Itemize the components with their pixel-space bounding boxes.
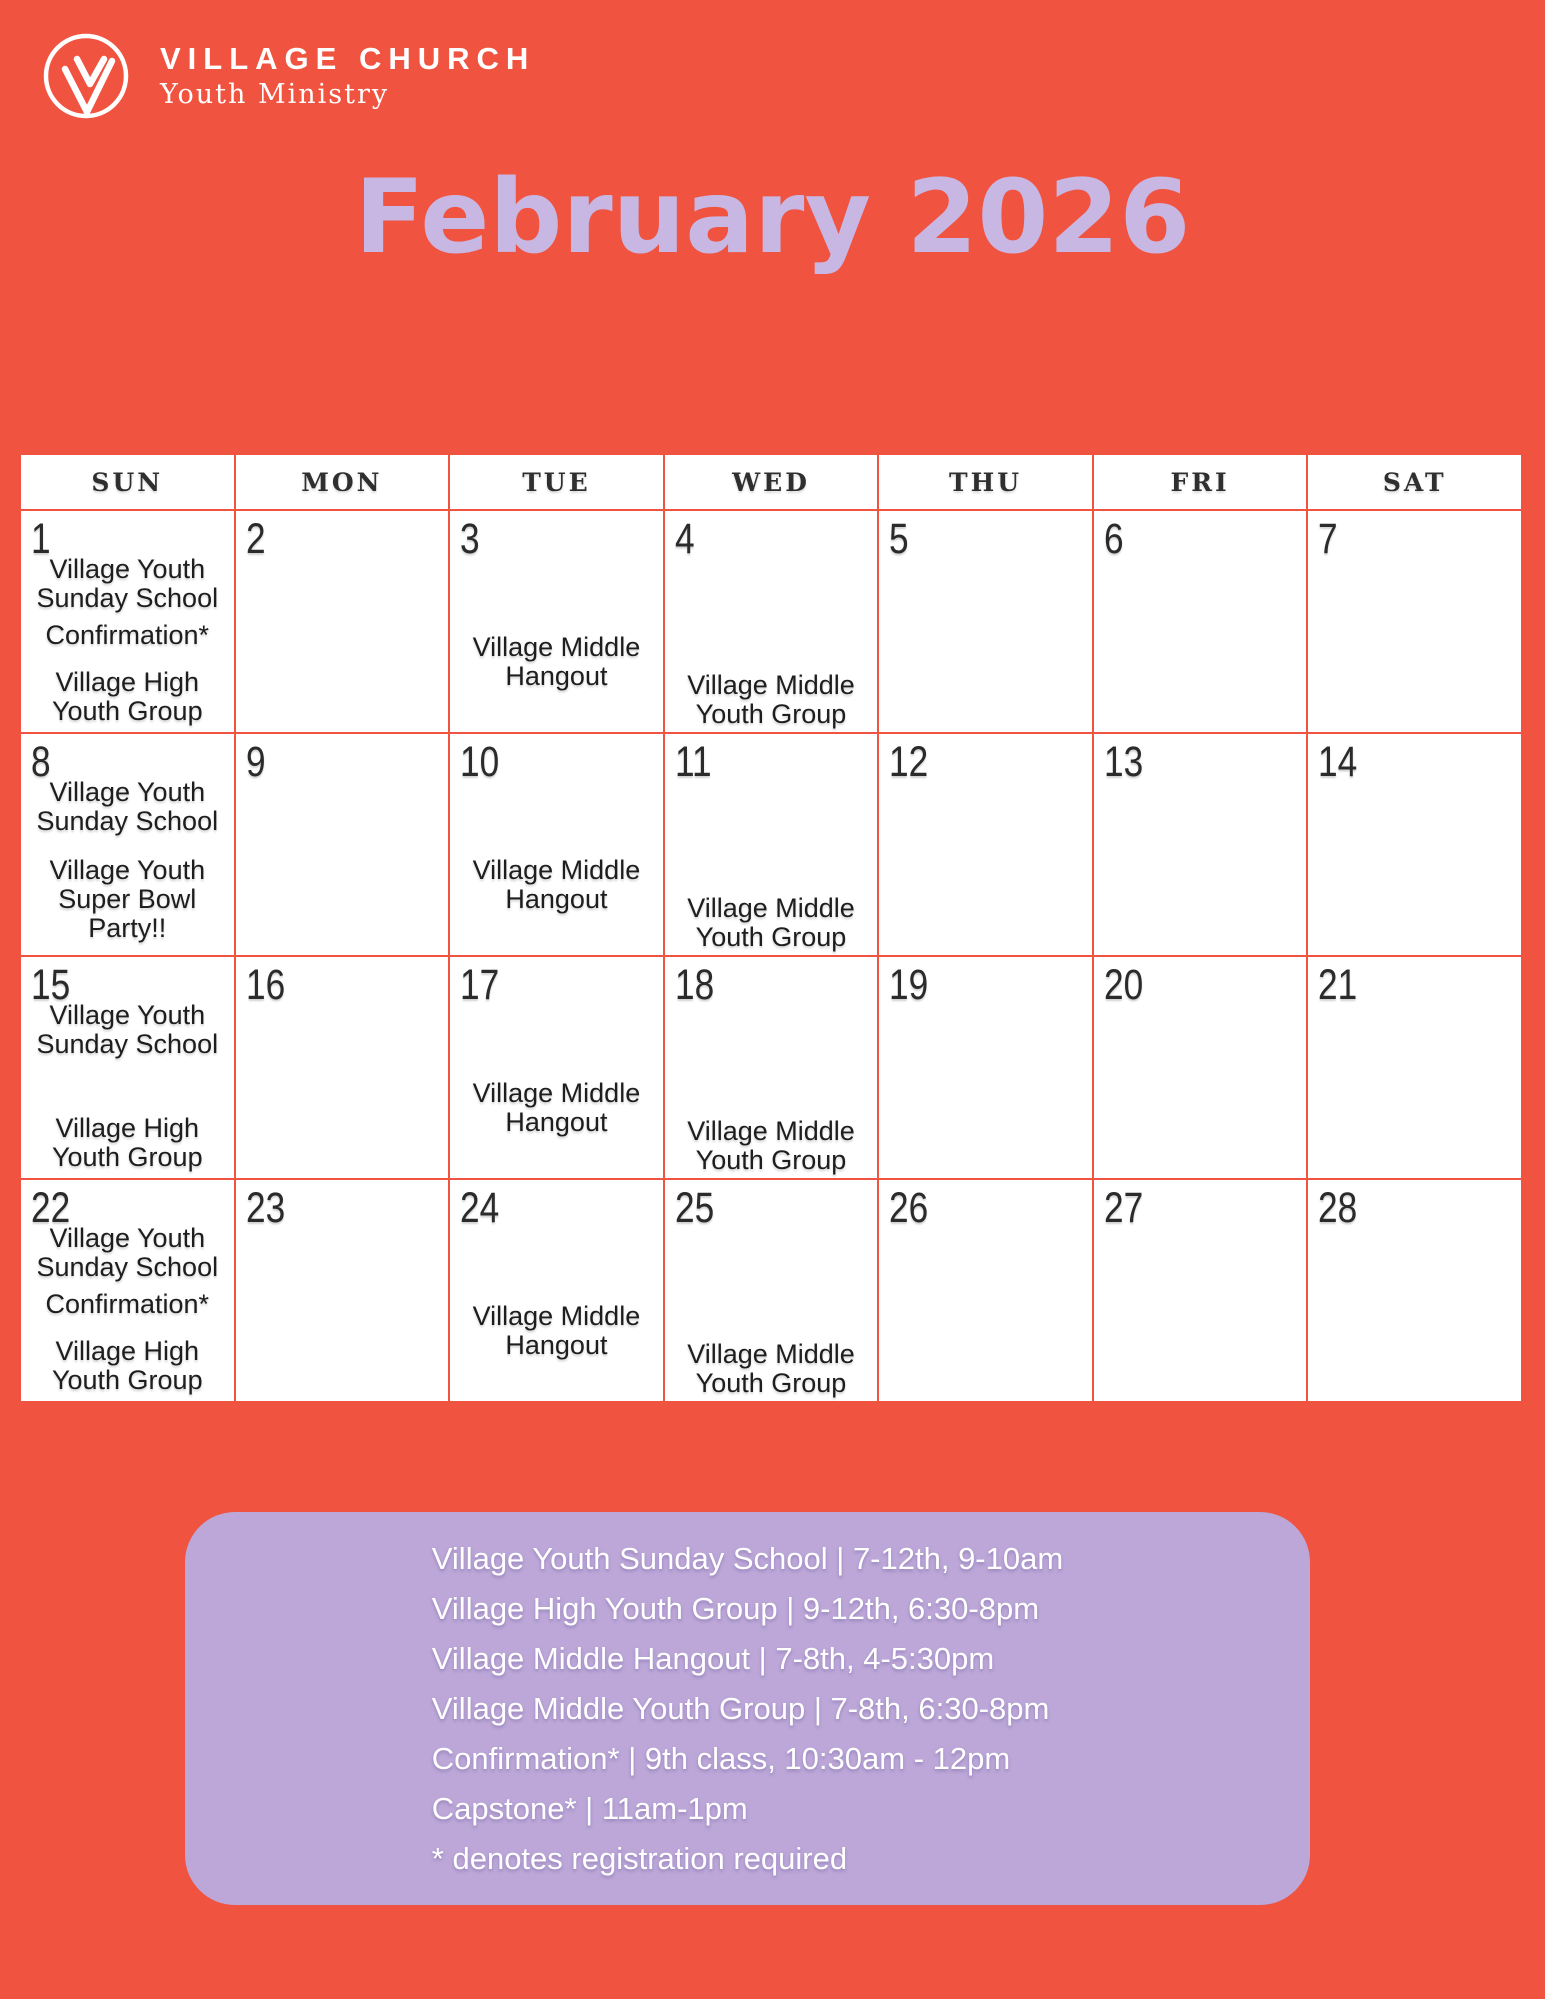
day-number: 21 [1318, 961, 1358, 1009]
day-cell-17 [450, 957, 663, 1178]
brand-header [38, 28, 535, 124]
legend-line: Confirmation* | 9th class, 10:30am - 12pm [431, 1740, 1011, 1776]
calendar-event: Confirmation* [45, 1289, 210, 1319]
legend-line: Village High Youth Group | 9-12th, 6:30-8pm [431, 1590, 1040, 1626]
day-header-thu: THU [879, 455, 1092, 509]
day-cell-9 [236, 734, 449, 955]
day-number: 5 [889, 515, 909, 563]
day-number: 22 [31, 1184, 71, 1232]
day-number: 1 [31, 515, 51, 563]
day-cell-18 [665, 957, 878, 1178]
calendar-event: Village Middle Hangout [472, 1301, 641, 1360]
day-header-sun: SUN [21, 455, 234, 509]
day-cell-25 [665, 1180, 878, 1401]
day-number: 13 [1103, 738, 1144, 786]
day-cell-27 [1094, 1180, 1307, 1401]
day-number: 14 [1318, 738, 1358, 786]
brand-name: VILLAGE CHURCH [160, 40, 536, 76]
day-number: 27 [1103, 1184, 1144, 1232]
day-number: 7 [1318, 515, 1339, 563]
day-cell-28 [1308, 1180, 1521, 1401]
legend-line: * denotes registration required [431, 1840, 848, 1876]
day-number: 3 [460, 515, 480, 563]
day-number: 9 [245, 738, 266, 786]
calendar-event: Village Youth Super Bowl Party!! [49, 855, 206, 943]
day-number: 10 [460, 738, 500, 786]
day-number: 8 [31, 738, 51, 786]
day-number: 2 [245, 515, 266, 563]
day-number: 11 [674, 738, 712, 786]
legend-line: Village Middle Youth Group | 7-8th, 6:30-8pm [431, 1690, 1050, 1726]
day-cell-21 [1308, 957, 1521, 1178]
calendar-event: Village Middle Hangout [472, 632, 641, 691]
day-cell-16 [236, 957, 449, 1178]
brand-text [160, 42, 535, 110]
calendar-event: Confirmation* [45, 620, 210, 650]
day-number: 25 [674, 1184, 714, 1232]
calendar-event: Village High Youth Group [51, 1113, 203, 1172]
day-number: 24 [460, 1184, 500, 1232]
month-title: February 2026 [354, 158, 1191, 277]
calendar-event: Village High Youth Group [51, 1336, 203, 1395]
day-number: 12 [889, 738, 929, 786]
day-cell-11 [665, 734, 878, 955]
day-cell-10 [450, 734, 663, 955]
day-cell-3 [450, 511, 663, 732]
day-number: 18 [674, 961, 714, 1009]
day-number: 26 [889, 1184, 929, 1232]
calendar-event: Village Middle Hangout [472, 855, 641, 914]
day-number: 17 [460, 961, 500, 1009]
day-cell-12 [879, 734, 1092, 955]
calendar-event: Village Youth Sunday School [36, 554, 219, 613]
calendar-grid [21, 455, 1521, 1401]
legend-box [185, 1512, 1310, 1905]
day-cell-24 [450, 1180, 663, 1401]
village-church-logo-icon [38, 28, 134, 124]
calendar-event: Village Middle Youth Group [687, 893, 855, 952]
day-cell-20 [1094, 957, 1307, 1178]
day-cell-22 [21, 1180, 234, 1401]
day-header-tue: TUE [450, 455, 663, 509]
calendar-event: Village Middle Youth Group [687, 670, 855, 729]
calendar-event: Village High Youth Group [51, 667, 203, 726]
calendar-event: Village Middle Youth Group [687, 1116, 855, 1175]
day-cell-6 [1094, 511, 1307, 732]
day-cell-8 [21, 734, 234, 955]
legend-lines [432, 1534, 1063, 1884]
day-cell-2 [236, 511, 449, 732]
calendar-event: Village Middle Youth Group [687, 1339, 855, 1398]
calendar-event: Village Youth Sunday School [36, 1000, 219, 1059]
day-cell-1 [21, 511, 234, 732]
day-cell-7 [1308, 511, 1521, 732]
day-number: 16 [245, 961, 285, 1009]
brand-subtitle: Youth Ministry [160, 79, 390, 111]
day-number: 4 [674, 515, 695, 563]
legend-line: Village Youth Sunday School | 7-12th, 9-10am [431, 1540, 1064, 1576]
day-cell-26 [879, 1180, 1092, 1401]
day-number: 23 [245, 1184, 285, 1232]
day-number: 6 [1103, 515, 1124, 563]
day-cell-19 [879, 957, 1092, 1178]
day-number: 20 [1103, 961, 1144, 1009]
calendar-event: Village Youth Sunday School [36, 777, 219, 836]
day-header-fri: FRI [1094, 455, 1307, 509]
calendar-event: Village Middle Hangout [472, 1078, 641, 1137]
day-header-sat: SAT [1308, 455, 1521, 509]
day-cell-15 [21, 957, 234, 1178]
day-cell-4 [665, 511, 878, 732]
day-cell-13 [1094, 734, 1307, 955]
legend-line: Capstone* | 11am-1pm [431, 1790, 748, 1826]
day-number: 15 [31, 961, 71, 1009]
day-cell-23 [236, 1180, 449, 1401]
legend-line: Village Middle Hangout | 7-8th, 4-5:30pm [431, 1640, 995, 1676]
day-number: 19 [889, 961, 929, 1009]
day-header-wed: WED [665, 455, 878, 509]
day-cell-14 [1308, 734, 1521, 955]
day-number: 28 [1318, 1184, 1358, 1232]
day-header-mon: MON [236, 455, 449, 509]
calendar-event: Village Youth Sunday School [36, 1223, 219, 1282]
day-cell-5 [879, 511, 1092, 732]
